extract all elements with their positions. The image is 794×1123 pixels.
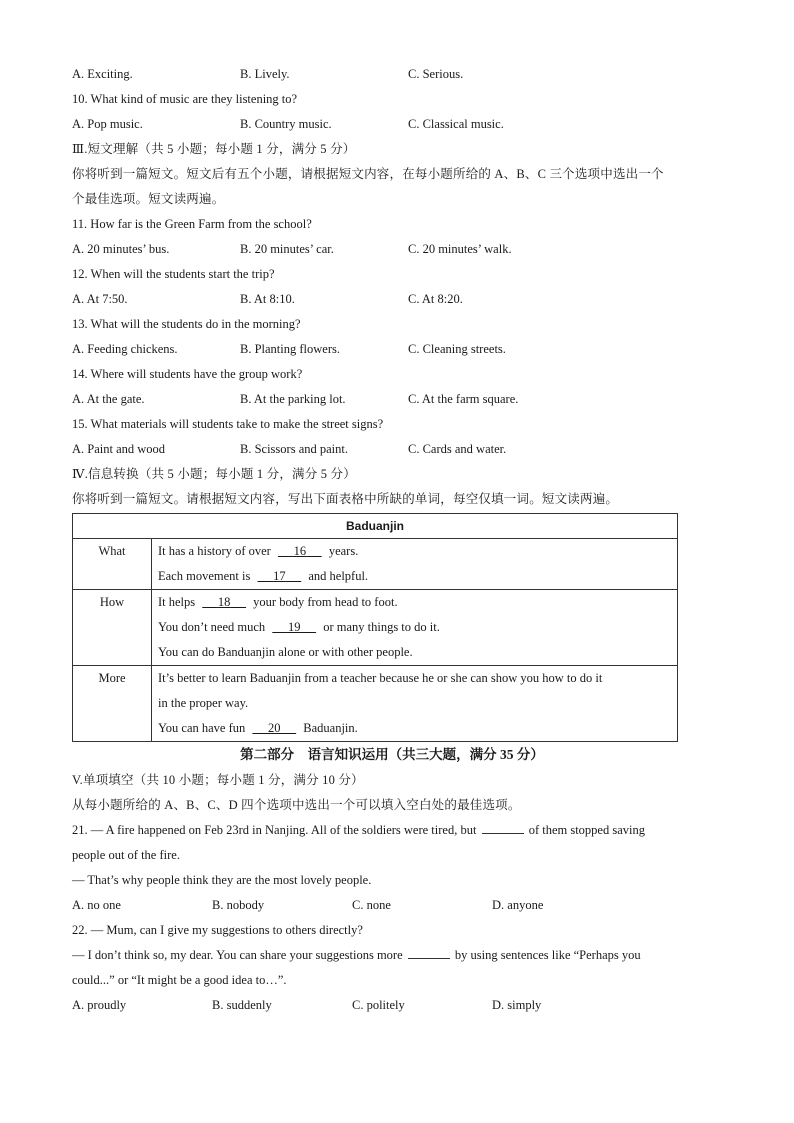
- q13-option-c[interactable]: C. Cleaning streets.: [408, 342, 506, 356]
- q10-options: [72, 112, 712, 137]
- how-line-1-post: your body from head to foot.: [253, 595, 398, 609]
- what-line-2-post: and helpful.: [308, 569, 369, 583]
- row-label-how: How: [99, 595, 125, 609]
- how-line-3: You can do Banduanjin alone or with other people.: [158, 645, 413, 659]
- blank-19[interactable]: 19: [287, 620, 301, 634]
- table-row-how: [73, 590, 678, 666]
- q15-option-a[interactable]: A. Paint and wood: [72, 442, 166, 456]
- q13-options: [72, 337, 712, 362]
- section5-instructions: 从每小题所给的 A、B、C、D 四个选项中选出一个可以填入空白处的最佳选项。: [72, 798, 521, 812]
- q10-option-a[interactable]: A. Pop music.: [72, 117, 143, 131]
- what-line-2: [158, 564, 677, 589]
- q10-option-c[interactable]: C. Classical music.: [408, 117, 504, 131]
- how-line-2-pre: You don’t need much: [158, 620, 266, 634]
- baduanjin-table: [72, 513, 678, 742]
- q22-option-b[interactable]: B. suddenly: [212, 998, 272, 1012]
- more-line-2: in the proper way.: [158, 696, 249, 710]
- q10-option-b[interactable]: B. Country music.: [240, 117, 332, 131]
- q12-options: [72, 287, 712, 312]
- blank-16[interactable]: 16: [293, 544, 307, 558]
- q22-option-d[interactable]: D. simply: [492, 998, 542, 1012]
- q9-option-b[interactable]: B. Lively.: [240, 67, 290, 81]
- q22-stem-pre: — I don’t think so, my dear. You can share your suggestions more: [72, 948, 403, 962]
- how-line-1-pre: It helps: [158, 595, 196, 609]
- more-line-3-post: Baduanjin.: [303, 721, 358, 735]
- q21-line-3: — That’s why people think they are the most lovely people.: [72, 873, 372, 887]
- q10-stem: 10. What kind of music are they listening to?: [72, 92, 298, 106]
- q14-option-b[interactable]: B. At the parking lot.: [240, 392, 346, 406]
- table-title: Baduanjin: [73, 514, 678, 539]
- q9-option-a[interactable]: A. Exciting.: [72, 67, 133, 81]
- section4-instructions: 你将听到一篇短文。请根据短文内容，写出下面表格中所缺的单词，每空仅填一词。短文读两遍。: [72, 492, 619, 506]
- q22-line-2: [72, 943, 712, 968]
- q13-option-b[interactable]: B. Planting flowers.: [240, 342, 340, 356]
- q21-line-1: [72, 818, 712, 843]
- q12-stem: 12. When will the students start the trip?: [72, 267, 275, 281]
- row-label-more: More: [98, 671, 126, 685]
- q22-line-1: 22. — Mum, can I give my suggestions to others directly?: [72, 923, 363, 937]
- how-line-2-post: or many things to do it.: [323, 620, 440, 634]
- q21-blank[interactable]: [482, 819, 524, 834]
- how-line-2: [158, 615, 677, 640]
- more-line-1: It’s better to learn Baduanjin from a teacher because he or she can show you how to do it: [158, 671, 603, 685]
- q22-stem-post: by using sentences like “Perhaps you: [454, 948, 641, 962]
- q13-option-a[interactable]: A. Feeding chickens.: [72, 342, 178, 356]
- q22-options: [72, 993, 712, 1018]
- row-label-what: What: [98, 544, 126, 558]
- blank-18[interactable]: 18: [217, 595, 231, 609]
- q12-option-b[interactable]: B. At 8:10.: [240, 292, 295, 306]
- more-line-3: [158, 716, 677, 741]
- blank-17[interactable]: 17: [273, 569, 286, 583]
- q9-option-c[interactable]: C. Serious.: [408, 67, 464, 81]
- q15-stem: 15. What materials will students take to make the street signs?: [72, 417, 384, 431]
- q11-options: [72, 237, 712, 262]
- q22-line-3: could...” or “It might be a good idea to…”.: [72, 973, 287, 987]
- q21-option-c[interactable]: C. none: [352, 898, 391, 912]
- q21-line-2: people out of the fire.: [72, 848, 180, 862]
- q14-option-a[interactable]: A. At the gate.: [72, 392, 145, 406]
- q21-option-a[interactable]: A. no one: [72, 898, 121, 912]
- q21-option-d[interactable]: D. anyone: [492, 898, 544, 912]
- exam-page: [72, 62, 712, 1018]
- blank-20[interactable]: 20: [268, 721, 281, 735]
- q11-stem: 11. How far is the Green Farm from the school?: [72, 217, 312, 231]
- q22-blank[interactable]: [408, 944, 450, 959]
- q21-stem-pre: 21. — A fire happened on Feb 23rd in Nanjing. All of the soldiers were tired, but: [72, 823, 477, 837]
- q12-option-c[interactable]: C. At 8:20.: [408, 292, 463, 306]
- q11-option-b[interactable]: B. 20 minutes’ car.: [240, 242, 334, 256]
- what-line-1: [158, 539, 677, 564]
- part2-title: 第二部分 语言知识运用（共三大题，满分 35 分）: [240, 747, 544, 762]
- q21-options: [72, 893, 712, 918]
- how-line-1: [158, 590, 677, 615]
- q15-option-b[interactable]: B. Scissors and paint.: [240, 442, 348, 456]
- q13-stem: 13. What will the students do in the morning?: [72, 317, 301, 331]
- q11-option-a[interactable]: A. 20 minutes’ bus.: [72, 242, 170, 256]
- what-line-2-pre: Each movement is: [158, 569, 251, 583]
- q14-stem: 14. Where will students have the group work?: [72, 367, 303, 381]
- q22-option-a[interactable]: A. proudly: [72, 998, 127, 1012]
- q21-stem-post: of them stopped saving: [528, 823, 645, 837]
- what-line-1-post: years.: [328, 544, 359, 558]
- q12-option-a[interactable]: A. At 7:50.: [72, 292, 128, 306]
- q21-option-b[interactable]: B. nobody: [212, 898, 265, 912]
- table-row-more: [73, 666, 678, 742]
- section3-instructions-cont: 个最佳选项。短文读两遍。: [72, 192, 225, 206]
- section4-title: Ⅳ.信息转换（共 5 小题；每小题 1 分，满分 5 分）: [72, 467, 356, 481]
- q14-option-c[interactable]: C. At the farm square.: [408, 392, 519, 406]
- q9-options: [72, 62, 712, 87]
- section3-title: Ⅲ.短文理解（共 5 小题；每小题 1 分，满分 5 分）: [72, 142, 356, 156]
- q22-option-c[interactable]: C. politely: [352, 998, 405, 1012]
- section3-instructions: 你将听到一篇短文。短文后有五个小题，请根据短文内容，在每小题所给的 A、B、C 三个选项中选出一个: [72, 167, 664, 181]
- section5-title: V.单项填空（共 10 小题；每小题 1 分，满分 10 分）: [72, 773, 364, 787]
- q15-options: [72, 437, 712, 462]
- what-line-1-pre: It has a history of over: [158, 544, 271, 558]
- more-line-3-pre: You can have fun: [158, 721, 246, 735]
- q15-option-c[interactable]: C. Cards and water.: [408, 442, 507, 456]
- table-row-what: [73, 539, 678, 590]
- q11-option-c[interactable]: C. 20 minutes’ walk.: [408, 242, 512, 256]
- q14-options: [72, 387, 712, 412]
